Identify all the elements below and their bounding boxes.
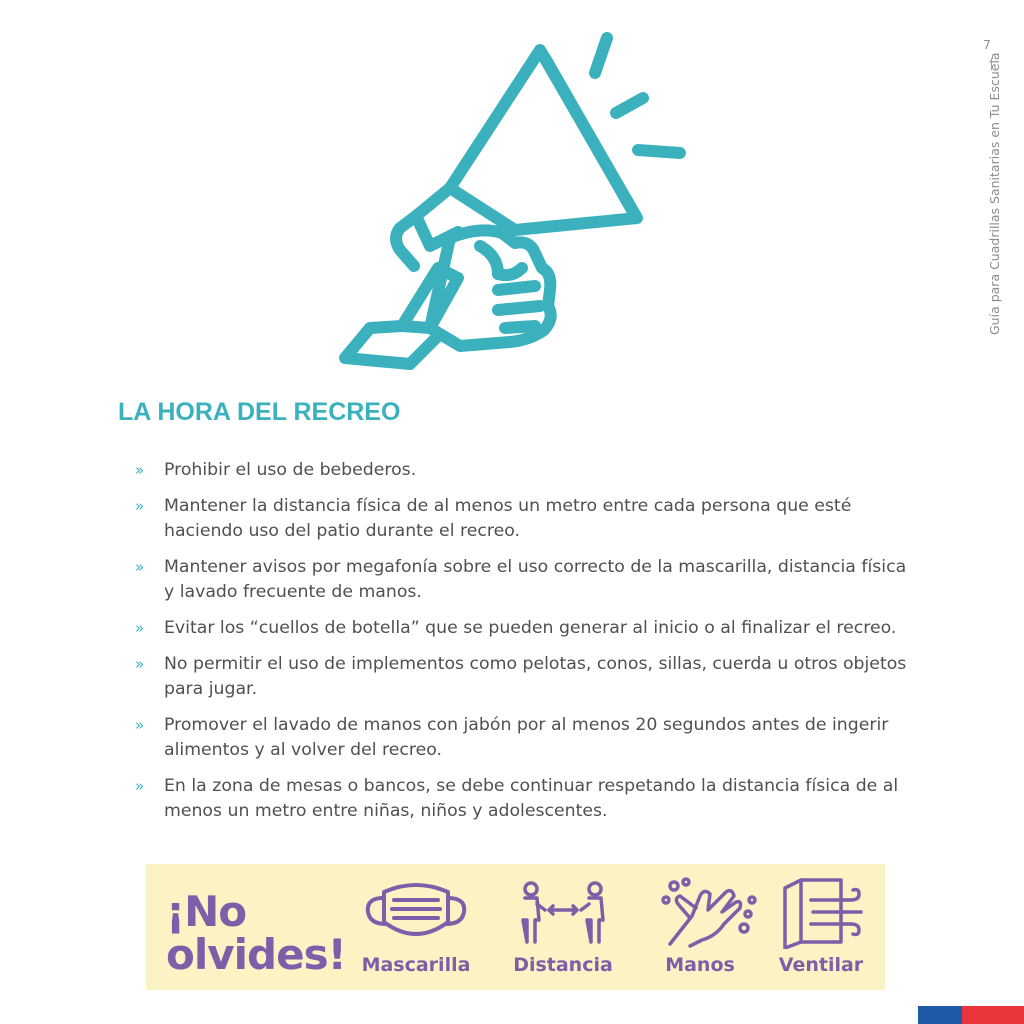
hand-washing-icon — [630, 874, 770, 949]
social-distance-icon — [493, 874, 633, 949]
flag-red-stripe — [962, 1006, 1024, 1024]
face-mask-icon — [346, 874, 486, 949]
list-item — [135, 616, 915, 641]
bullet-list — [135, 458, 915, 835]
reminder-item-distance — [493, 864, 633, 990]
bullet-marker: » — [135, 716, 145, 734]
list-item-text: Prohibir el uso de bebederos. — [164, 460, 417, 480]
reminder-title — [166, 887, 346, 979]
reminder-title-line: ¡No — [166, 887, 247, 936]
list-item — [135, 494, 915, 544]
reminder-label: Mascarilla — [361, 954, 471, 976]
bullet-marker: » — [135, 497, 145, 515]
list-item-text: Promover el lavado de manos con jabón por al menos 20 segundos antes de ingerir alimentos y al volver del recreo. — [164, 715, 889, 760]
bullet-marker: » — [135, 619, 145, 637]
list-item-text: Mantener la distancia física de al menos un metro entre cada persona que esté haciendo uso del patio durante el recreo. — [164, 496, 852, 541]
reminder-item-mask — [346, 864, 486, 990]
list-item — [135, 652, 915, 702]
reminder-label: Ventilar — [778, 954, 864, 976]
list-item-text: Evitar los “cuellos de botella” que se pueden generar al inicio o al finalizar el recreo. — [164, 618, 897, 638]
bullet-marker: » — [135, 655, 145, 673]
reminder-label: Distancia — [513, 954, 613, 976]
list-item-text: No permitir el uso de implementos como pelotas, conos, sillas, cuerda u otros objetos para jugar. — [164, 654, 907, 699]
bullet-marker: » — [135, 461, 145, 479]
bullet-marker: » — [135, 558, 145, 576]
list-item — [135, 458, 915, 483]
bullet-marker: » — [135, 777, 145, 795]
reminder-title-line: olvides! — [166, 930, 346, 979]
reminder-item-ventilate — [751, 864, 891, 990]
megaphone-hand-icon — [330, 28, 700, 378]
list-item-text: En la zona de mesas o bancos, se debe continuar respetando la distancia física de al menos un metro entre niñas, niños y adolescentes. — [164, 776, 899, 821]
reminder-banner — [146, 864, 885, 990]
list-item — [135, 555, 915, 605]
ventilation-icon — [751, 874, 891, 949]
flag-blue-stripe — [918, 1006, 962, 1024]
list-item — [135, 774, 915, 824]
document-title: Guía para Cuadrillas Sanitarias en Tu Escuela — [987, 52, 1002, 335]
list-item-text: Mantener avisos por megafonía sobre el uso correcto de la mascarilla, distancia física y lavado frecuente de manos. — [164, 557, 907, 602]
reminder-item-hands — [630, 864, 770, 990]
list-item — [135, 713, 915, 763]
section-title: LA HORA DEL RECREO — [118, 398, 401, 426]
reminder-label: Manos — [665, 954, 735, 976]
page-number: 7 — [983, 38, 991, 52]
